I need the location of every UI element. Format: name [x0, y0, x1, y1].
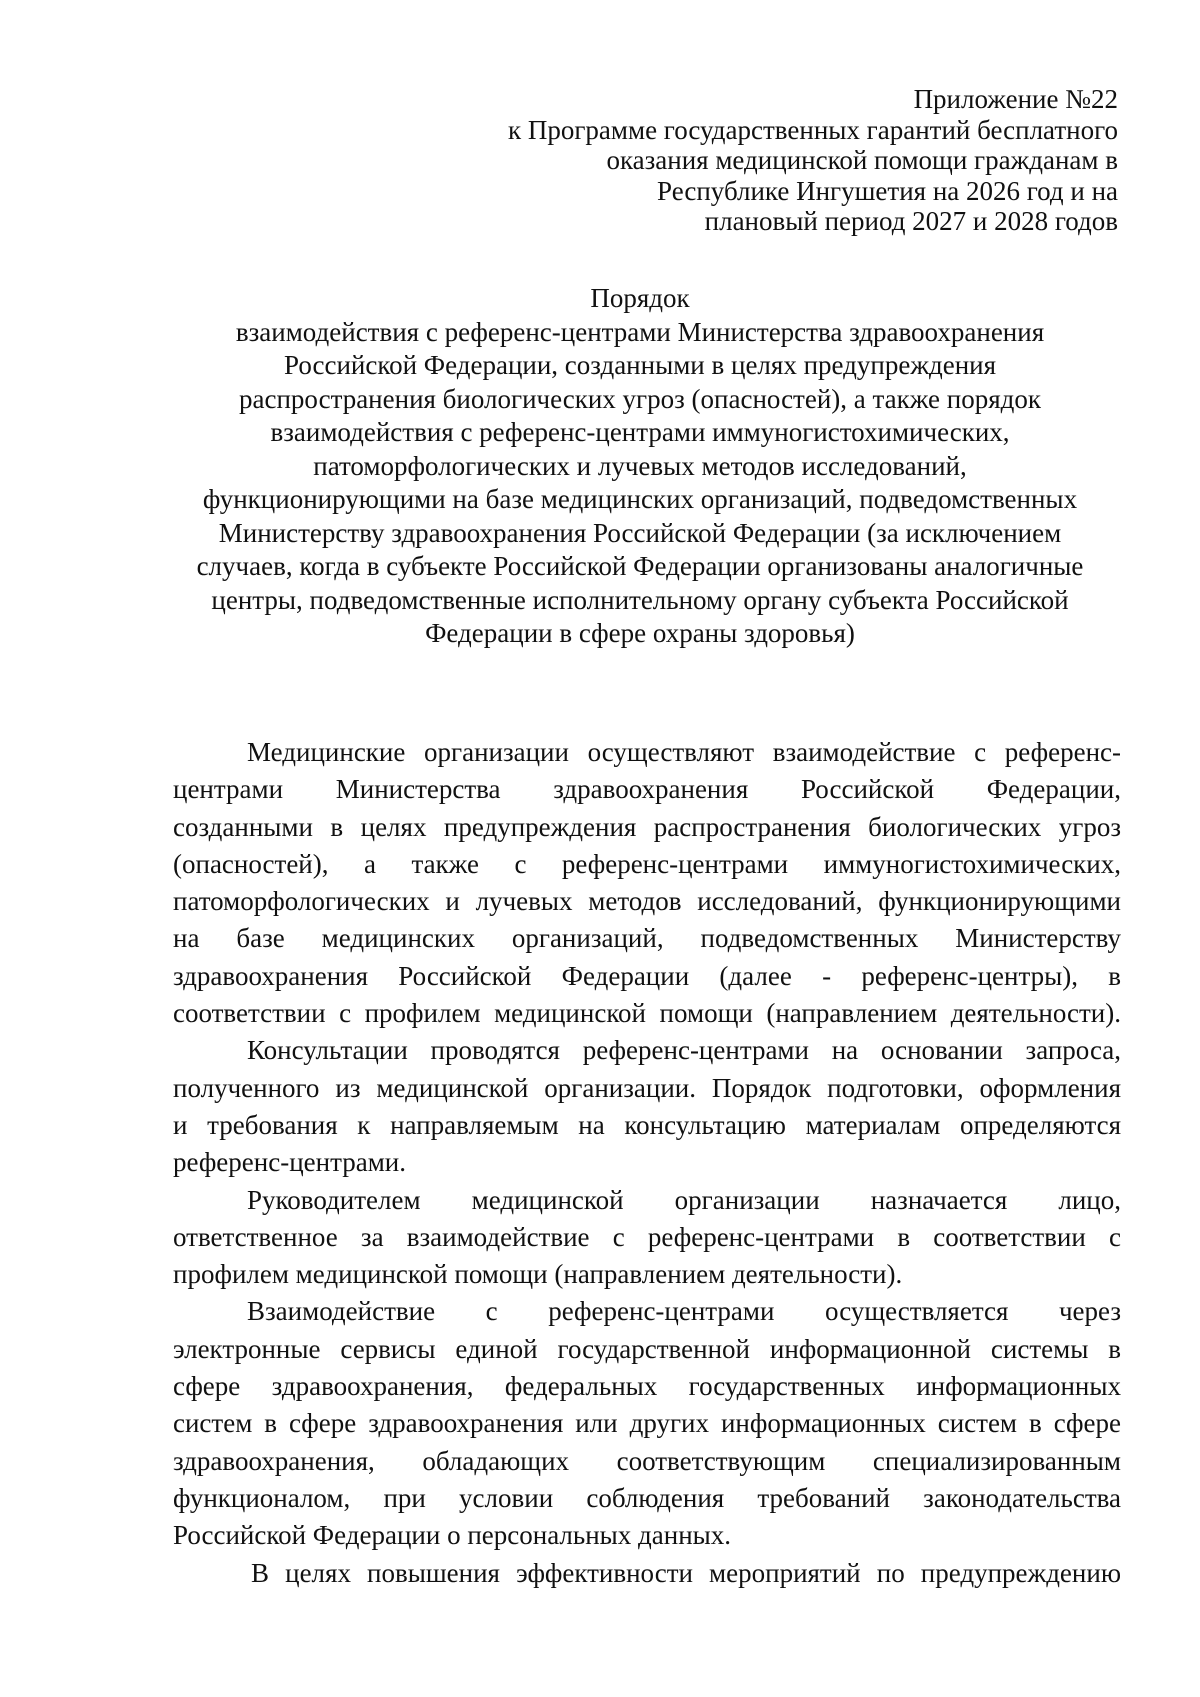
- paragraph-line: патоморфологических и лучевых методов исследований, функционирующими: [173, 886, 1121, 917]
- appendix-line: к Программе государственных гарантий бесплатного: [507, 114, 1118, 145]
- title-line: взаимодействия с референс-центрами иммуногистохимических,: [270, 417, 1010, 447]
- paragraph-line: профилем медицинской помощи (направлением деятельности).: [173, 1259, 903, 1290]
- paragraph-line: здравоохранения Российской Федерации (далее - референс-центры), в: [173, 960, 1121, 991]
- paragraph-line: Руководителем медицинской организации назначается лицо,: [247, 1184, 1121, 1215]
- appendix-header: [418, 84, 1118, 237]
- paragraph-consultations: [173, 1032, 1121, 1181]
- title-line: взаимодействия с референс-центрами Министерства здравоохранения: [235, 316, 1045, 347]
- paragraph-line: созданными в целях предупреждения распространения биологических угроз: [173, 811, 1121, 842]
- appendix-line: Республике Ингушетия на 2026 год и на: [657, 175, 1118, 206]
- paragraph-line: электронные сервисы единой государственной информационной системы в: [173, 1333, 1121, 1364]
- paragraph-responsible-person: [173, 1182, 1121, 1294]
- paragraph-line: Российской Федерации о персональных данных.: [173, 1520, 732, 1551]
- paragraph-line: функционалом, при условии соблюдения требований законодательства: [173, 1482, 1121, 1513]
- paragraph-line: референс-центрами.: [173, 1147, 406, 1178]
- title-line: случаев, когда в субъекте Российской Федерации организованы аналогичные: [196, 551, 1084, 581]
- paragraph-line: здравоохранения, обладающих соответствующим специализированным: [173, 1445, 1121, 1476]
- paragraph-electronic-services: [173, 1293, 1121, 1554]
- appendix-line: плановый период 2027 и 2028 годов: [704, 206, 1118, 236]
- paragraph-line: сфере здравоохранения, федеральных государственных информационных: [173, 1371, 1121, 1402]
- document-body: [173, 734, 1121, 1592]
- paragraph-interaction: [173, 734, 1121, 1032]
- paragraph-line: ответственное за взаимодействие с референс-центрами в соответствии с: [173, 1221, 1121, 1252]
- paragraph-line: В целях повышения эффективности мероприятий по предупреждению: [251, 1557, 1121, 1588]
- paragraph-line: систем в сфере здравоохранения или других информационных систем в сфере: [173, 1408, 1121, 1439]
- paragraph-line: и требования к направляемым на консультацию материалам определяются: [173, 1109, 1121, 1140]
- paragraph-line: центрами Министерства здравоохранения Российской Федерации,: [173, 774, 1121, 805]
- title-line: функционирующими на базе медицинских организаций, подведомственных: [202, 484, 1078, 514]
- appendix-number: Приложение №22: [913, 84, 1118, 114]
- paragraph-efficiency: [173, 1555, 1121, 1592]
- paragraph-line: Консультации проводятся референс-центрами на основании запроса,: [247, 1035, 1121, 1066]
- paragraph-line: полученного из медицинской организации. Порядок подготовки, оформления: [173, 1072, 1121, 1103]
- paragraph-line: Медицинские организации осуществляют взаимодействие с референс-: [247, 737, 1121, 767]
- appendix-line: оказания медицинской помощи гражданам в: [606, 145, 1118, 175]
- title-line: Российской Федерации, созданными в целях предупреждения: [283, 350, 997, 380]
- title-line: распространения биологических угроз (опасностей), а также порядок: [239, 383, 1041, 414]
- paragraph-line: на базе медицинских организаций, подведомственных Министерству: [173, 923, 1121, 954]
- paragraph-line: соответствии с профилем медицинской помощи (направлением деятельности).: [173, 998, 1121, 1029]
- title-line: Министерству здравоохранения Российской Федерации (за исключением: [218, 517, 1062, 548]
- title-line: центры, подведомственные исполнительному органу субъекта Российской: [211, 584, 1069, 615]
- paragraph-line: (опасностей), а также с референс-центрами иммуногистохимических,: [173, 848, 1121, 879]
- document-title: [160, 282, 1120, 651]
- title-heading: Порядок: [590, 283, 690, 313]
- title-line: Федерации в сфере охраны здоровья): [425, 618, 855, 648]
- paragraph-line: Взаимодействие с референс-центрами осуществляется через: [247, 1296, 1121, 1327]
- title-line: патоморфологических и лучевых методов исследований,: [313, 450, 967, 481]
